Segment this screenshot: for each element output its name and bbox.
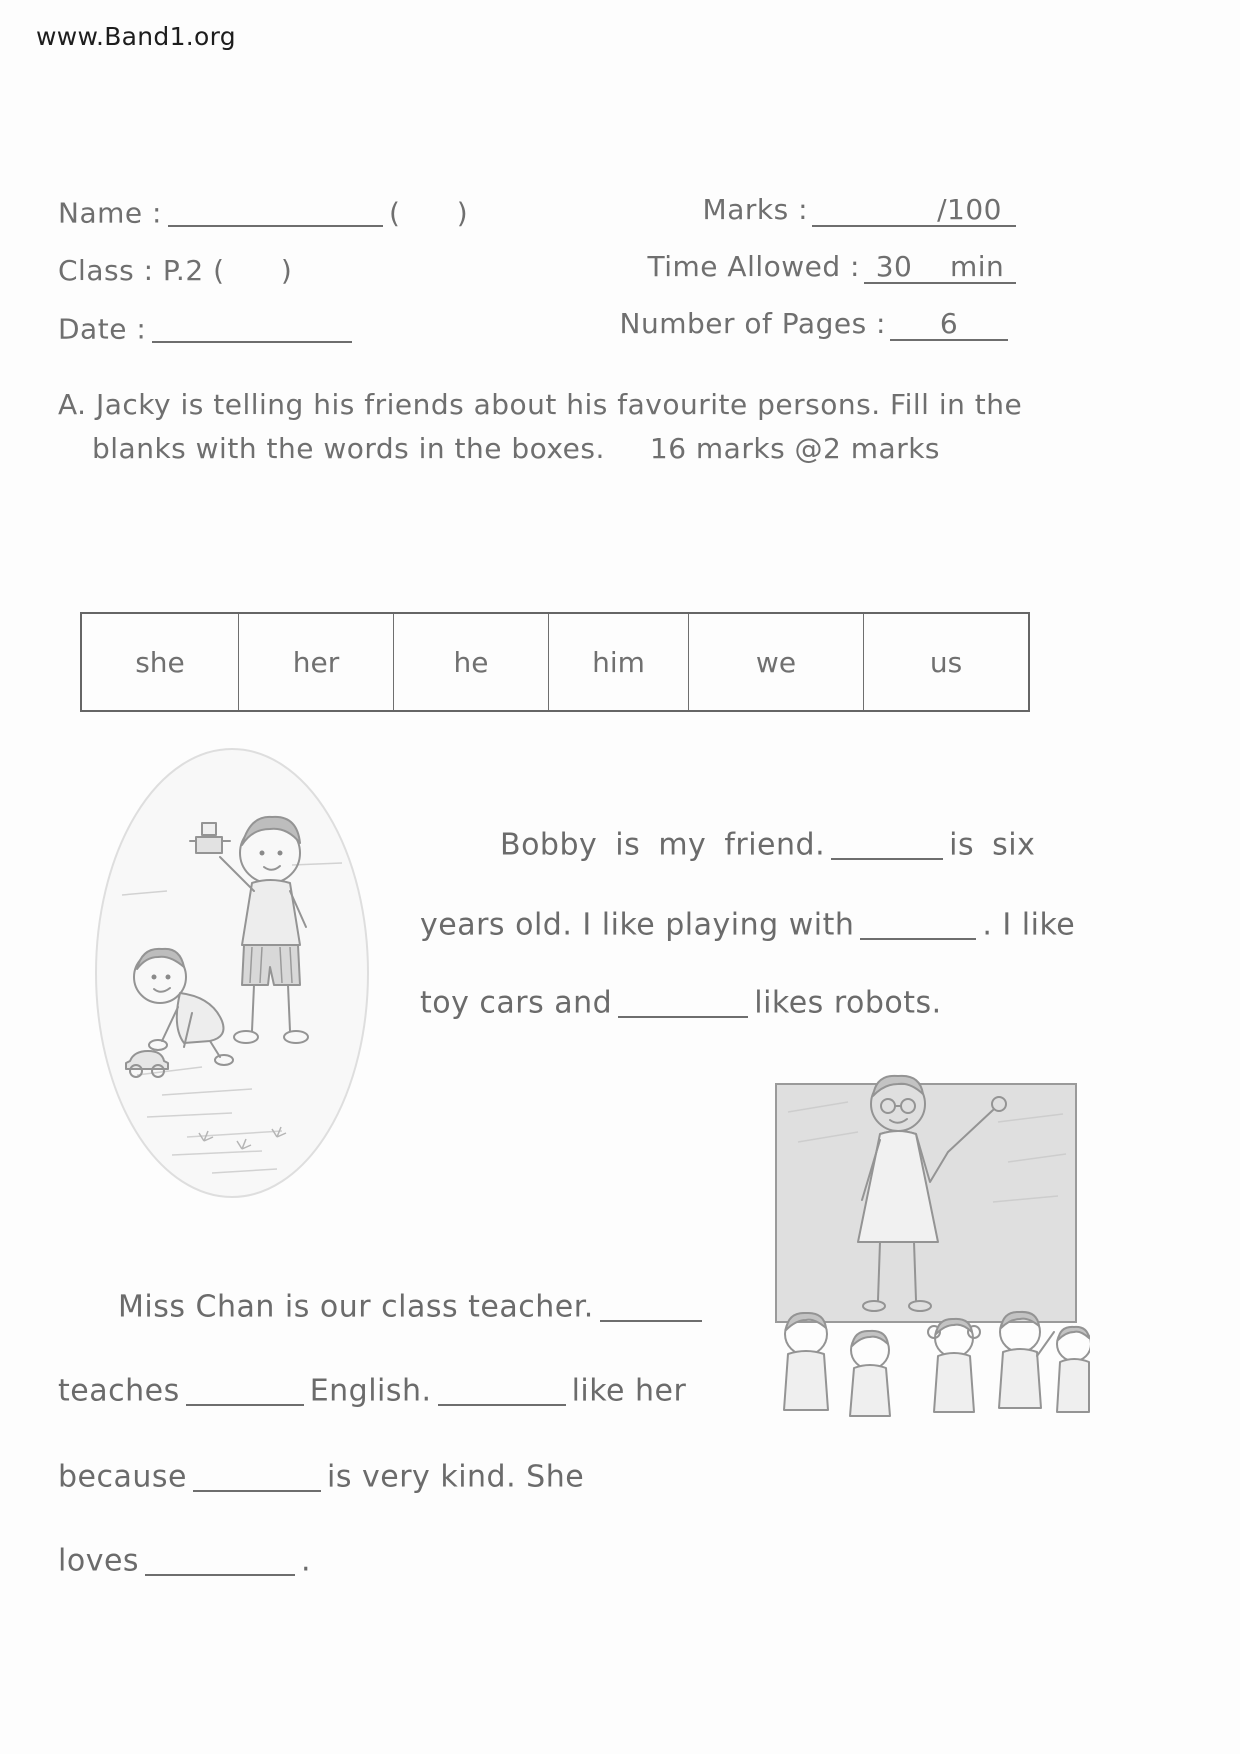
- section-a-instruction-line1: [58, 388, 1152, 421]
- bobby-l2-text-a: years old. I like playing with: [420, 907, 855, 943]
- pupil-2: [850, 1331, 890, 1416]
- date-line: [58, 312, 358, 345]
- chan-l2-text-b: English.: [309, 1373, 432, 1409]
- chan-line3: [58, 1458, 584, 1495]
- pages-label: Number of Pages :: [619, 307, 886, 340]
- word-cell-him: him: [549, 614, 689, 710]
- bobby-l2-text-b: . I like: [982, 907, 1076, 943]
- chan-line1: [118, 1288, 708, 1325]
- pupil-3-girl: [928, 1319, 980, 1412]
- pages-blank: 6: [890, 307, 1008, 341]
- bobby-blank-1: [831, 826, 943, 860]
- name-blank: [168, 196, 383, 227]
- chan-l3-text-b: is very kind. She: [326, 1459, 585, 1495]
- chan-l3-text-a: because: [58, 1459, 187, 1495]
- bobby-line2: [420, 906, 1075, 943]
- bobby-l3-text-b: likes robots.: [754, 985, 942, 1021]
- section-a-text1: Jacky is telling his friends about his favourite persons. Fill in the: [95, 388, 1023, 421]
- name-label: Name :: [58, 196, 162, 230]
- class-paren: ( ): [213, 254, 293, 287]
- word-cell-we: we: [689, 614, 864, 710]
- section-a-number: A.: [58, 388, 87, 421]
- date-blank: [152, 312, 352, 343]
- word-cell-he: he: [394, 614, 549, 710]
- word-cell-her: her: [239, 614, 394, 710]
- word-cell-she: she: [82, 614, 239, 710]
- class-label: Class :: [58, 254, 154, 287]
- time-allowed-blank: 30 min: [864, 250, 1016, 284]
- section-a-text2: blanks with the words in the boxes.: [92, 432, 605, 465]
- chan-blank-3: [438, 1372, 566, 1406]
- bobby-l1-text-a: Bobby is my friend.: [500, 827, 826, 863]
- chan-l2-text-a: teaches: [58, 1373, 180, 1409]
- chan-l4-text-a: loves: [58, 1543, 140, 1579]
- pupil-1: [784, 1313, 828, 1410]
- time-allowed-line: [647, 250, 1020, 284]
- marks-label: Marks :: [702, 193, 808, 226]
- chan-blank-5: [145, 1542, 295, 1576]
- chan-line4: [58, 1542, 311, 1579]
- section-a-instruction-line2: [92, 432, 940, 465]
- bobby-line3: [420, 984, 942, 1021]
- chan-l1-text: Miss Chan is our class teacher.: [118, 1289, 594, 1325]
- site-watermark: www.Band1.org: [36, 22, 236, 51]
- word-cell-us: us: [929, 645, 963, 679]
- pupil-5: [1057, 1327, 1090, 1412]
- time-allowed-label: Time Allowed :: [647, 250, 860, 283]
- chan-blank-2: [186, 1372, 304, 1406]
- teacher-classroom-illustration: [758, 1032, 1090, 1432]
- bobby-l1-text-b: is six: [949, 827, 1036, 863]
- bobby-line1: [500, 826, 1035, 863]
- chan-blank-1: [600, 1288, 702, 1322]
- section-a-marks-note: 16 marks @2 marks: [649, 432, 941, 465]
- name-line: [58, 196, 468, 229]
- bobby-l3-text-a: toy cars and: [420, 985, 613, 1021]
- bobby-blank-3: [618, 984, 748, 1018]
- marks-blank: /100: [812, 193, 1016, 227]
- chan-l4-text-b: .: [301, 1543, 312, 1579]
- chan-line2: [58, 1372, 686, 1409]
- pupils: [784, 1312, 1090, 1416]
- pupil-4: [999, 1312, 1054, 1408]
- date-label: Date :: [58, 312, 147, 346]
- name-class-number-paren: ( ): [388, 196, 469, 230]
- boys-playing-illustration: [92, 745, 372, 1205]
- marks-line: [703, 193, 1020, 227]
- bobby-blank-2: [860, 906, 976, 940]
- class-value: P.2: [162, 254, 204, 287]
- chan-l2-text-c: like her: [571, 1373, 687, 1409]
- word-box-table: [80, 612, 1030, 712]
- pages-line: [620, 307, 1012, 341]
- class-line: [58, 254, 292, 287]
- chan-blank-4: [193, 1458, 321, 1492]
